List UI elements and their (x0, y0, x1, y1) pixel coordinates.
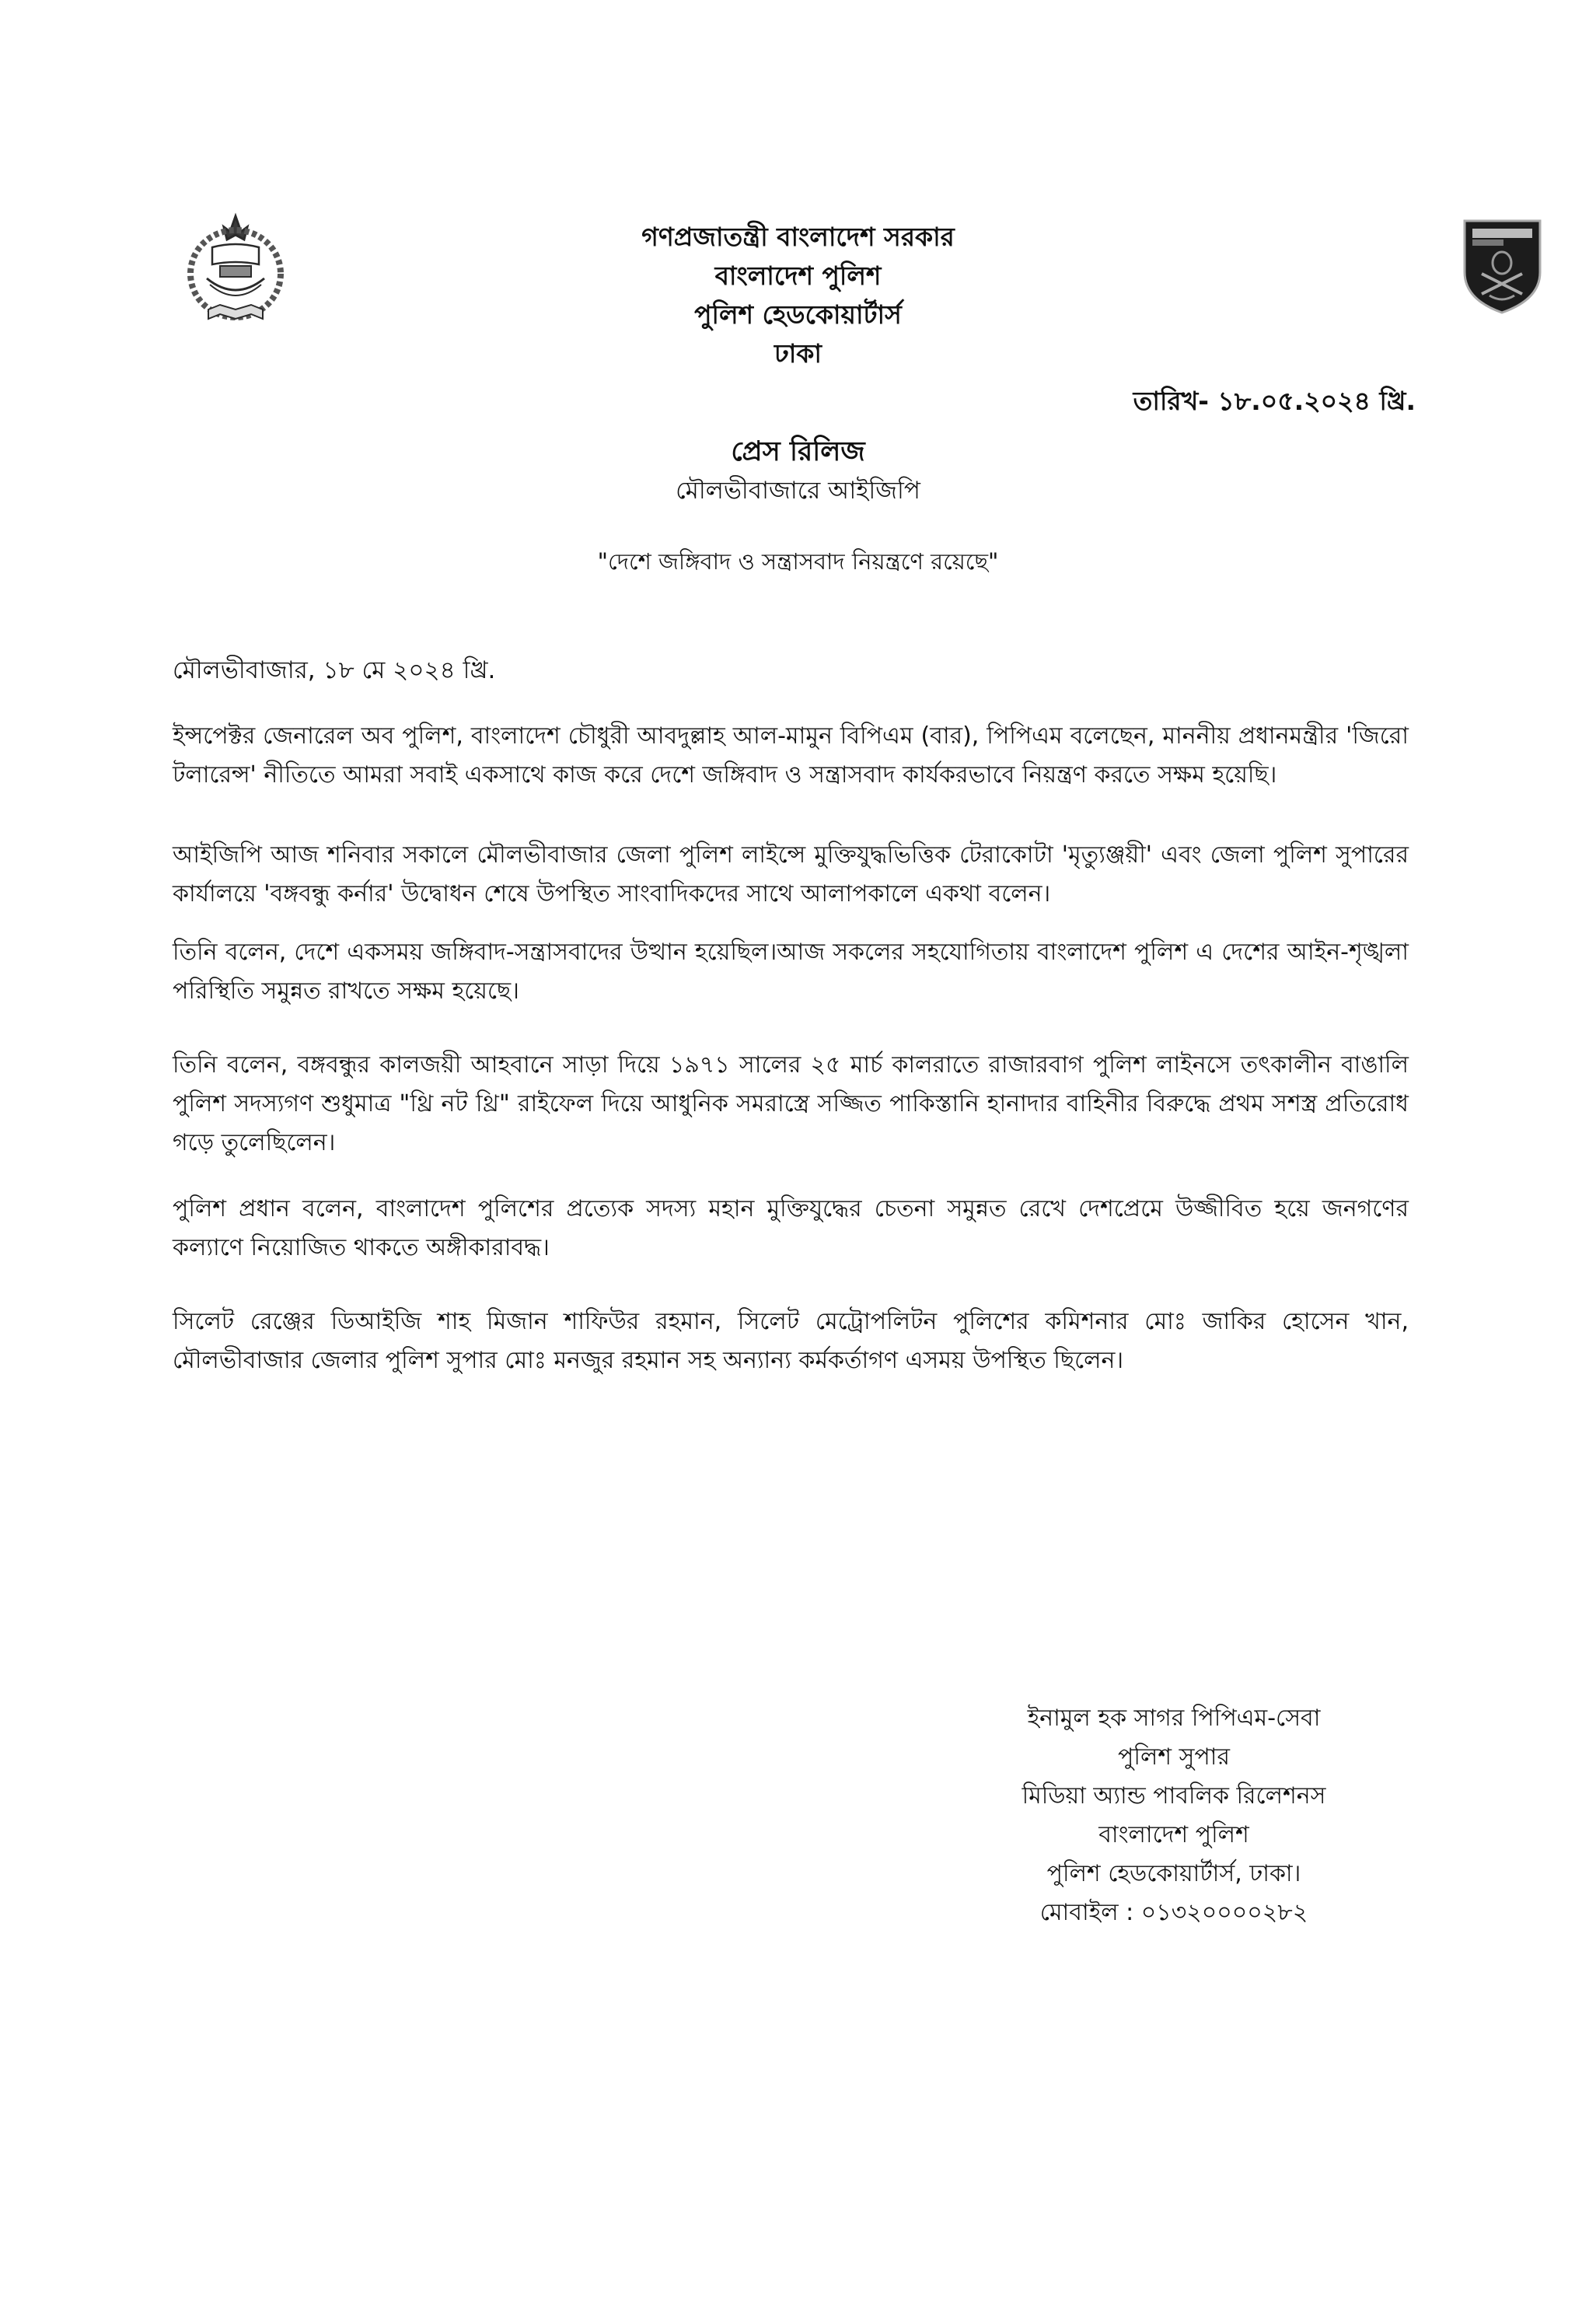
body-paragraph: তিনি বলেন, দেশে একসময় জঙ্গিবাদ-সন্ত্রাসবাদের উত্থান হয়েছিল।আজ সকলের সহযোগিতায় বাংলাদেশ পুলিশ এ দেশের আইন-শৃঙ্খলা পরিস্থিতি সমুন্নত রাখতে সক্ষম হয়েছে। (173, 939, 1409, 1005)
signatory-designation: পুলিশ সুপার (1118, 1743, 1230, 1771)
dateline: মৌলভীবাজার, ১৮ মে ২০২৪ খ্রি. (173, 656, 496, 684)
body-paragraph: পুলিশ প্রধান বলেন, বাংলাদেশ পুলিশের প্রত্যেক সদস্য মহান মুক্তিযুদ্ধের চেতনা সমুন্নত রেখে দেশপ্রেমে উজ্জীবিত হয়ে জনগণের কল্যাণে নিয়োজিত থাকতে অঙ্গীকারাবদ্ধ। (173, 1195, 1409, 1261)
signatory-name: ইনামুল হক সাগর পিপিএম-সেবা (1027, 1705, 1321, 1732)
letterhead (0, 218, 1596, 373)
letterhead-headquarters: পুলিশ হেডকোয়ার্টার্স (694, 299, 902, 330)
body-paragraph: সিলেট রেঞ্জের ডিআইজি শাহ মিজান শাফিউর রহমান, সিলেট মেট্রোপলিটন পুলিশের কমিশনার মোঃ জাকির হোসেন খান, মৌলভীবাজার জেলার পুলিশ সুপার মোঃ মনজুর রহমান সহ অন্যান্য কর্মকর্তাগণ এসময় উপস্থিত ছিলেন। (173, 1308, 1409, 1374)
signature-block (972, 1699, 1376, 1932)
press-release-subtitle: মৌলভীবাজারে আইজিপি (676, 477, 920, 505)
signatory-organization: বাংলাদেশ পুলিশ (1098, 1821, 1249, 1848)
signatory-office: পুলিশ হেডকোয়ার্টার্স, ঢাকা। (1046, 1860, 1301, 1887)
document-date: তারিখ- ১৮.০৫.২০২৪ খ্রি. (1133, 386, 1416, 416)
press-release-headline: "দেশে জঙ্গিবাদ ও সন্ত্রাসবাদ নিয়ন্ত্রণে রয়েছে" (597, 548, 999, 575)
press-release-title: প্রেস রিলিজ (731, 436, 865, 467)
body-paragraph: তিনি বলেন, বঙ্গবন্ধুর কালজয়ী আহবানে সাড়া দিয়ে ১৯৭১ সালের ২৫ মার্চ কালরাতে রাজারবাগ পুলিশ লাইনসে তৎকালীন বাঙালি পুলিশ সদস্যগণ শুধুমাত্র "থ্রি নট থ্রি" রাইফেল দিয়ে আধুনিক সমরাস্ত্রে সজ্জিত পাকিস্তানি হানাদার বাহিনীর বিরুদ্ধে প্রথম সশস্ত্র প্রতিরোধ গড়ে তুলেছিলেন। (173, 1051, 1409, 1156)
letterhead-police: বাংলাদেশ পুলিশ (714, 261, 882, 291)
signatory-department: মিডিয়া অ্যান্ড পাবলিক রিলেশনস (1022, 1782, 1326, 1810)
body-paragraph: ইন্সপেক্টর জেনারেল অব পুলিশ, বাংলাদেশ চৌধুরী আবদুল্লাহ আল-মামুন বিপিএম (বার), পিপিএম বলেছেন, মাননীয় প্রধানমন্ত্রীর 'জিরো টলারেন্স' নীতিতে আমরা সবাই একসাথে কাজ করে দেশে জঙ্গিবাদ ও সন্ত্রাসবাদ কার্যকরভাবে নিয়ন্ত্রণ করতে সক্ষম হয়েছি। (173, 722, 1409, 789)
signatory-mobile: মোবাইল : ০১৩২০০০০২৮২ (1039, 1899, 1308, 1926)
letterhead-government: গণপ্রজাতন্ত্রী বাংলাদেশ সরকার (641, 222, 955, 252)
letterhead-city: ঢাকা (774, 338, 822, 369)
body-paragraph: আইজিপি আজ শনিবার সকালে মৌলভীবাজার জেলা পুলিশ লাইন্সে মুক্তিযুদ্ধভিত্তিক টেরাকোটা 'মৃত্যুঞ্জয়ী' এবং জেলা পুলিশ সুপারের কার্যালয়ে 'বঙ্গবন্ধু কর্নার' উদ্বোধন শেষে উপস্থিত সাংবাদিকদের সাথে আলাপকালে একথা বলেন। (173, 841, 1409, 907)
